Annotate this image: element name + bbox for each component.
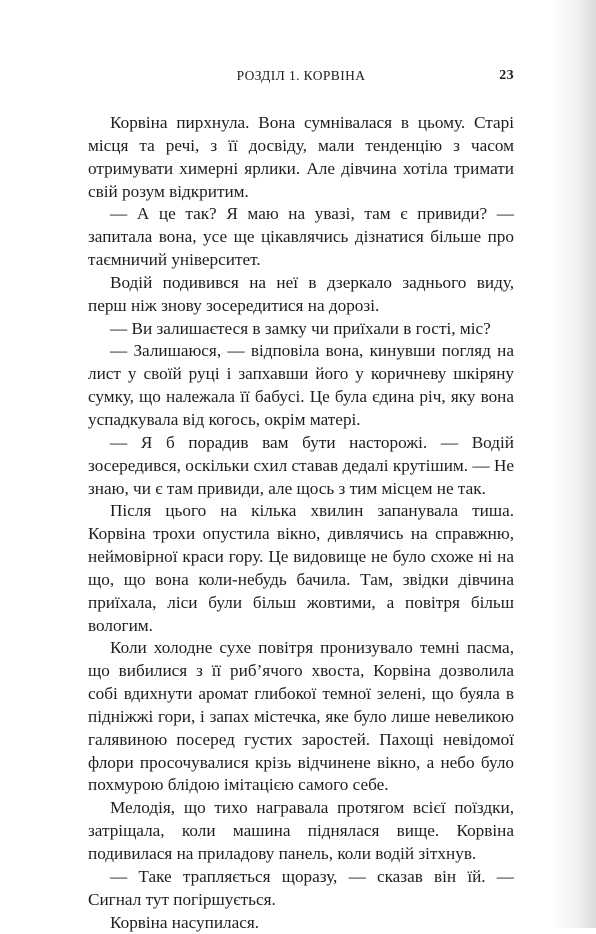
page-number: 23 bbox=[499, 68, 514, 83]
paragraph: Після цього на кілька хвилин запанувала тиша. Корвіна трохи опустила вікно, дивлячись на справжню, неймовірної краси гору. Це видовище не було схоже ні на що, що вона коли-небудь бачила. Там, звідки дівчина приїхала, ліси були більш жовтими, а повітря більш вологим. bbox=[88, 501, 514, 635]
chapter-title: РОЗДІЛ 1. КОРВІНА bbox=[236, 68, 366, 83]
paragraph: Корвіна пирхнула. Вона сумнівалася в цьому. Старі місця та речі, з її досвіду, мали тенденцію з часом отримувати химерні ярлики. Але дівчина хотіла тримати свій розум відкритим. bbox=[88, 113, 514, 201]
paragraph: — Ви залишаєтеся в замку чи приїхали в гості, міс? bbox=[110, 318, 491, 338]
paragraph: Коли холодне сухе повітря пронизувало темні пасма, що вибилися з її риб’ячого хвоста, Корвіна дозволила собі вдихнути аромат глибокої темної зелені, що буяла в підніжжі гори, і запах містечка, яке було лише невеликою галявиною посеред густих заростей. Пахощі невідомої флори просочувалися крізь відчинене вікно, а небо було похмурою блідою імітацією самого себе. bbox=[88, 638, 514, 795]
paragraph: — Я б порадив вам бути насторожі. — Водій зосередився, оскільки схил ставав дедалі крутішим. — Не знаю, чи є там привиди, але щось з тим місцем не так. bbox=[88, 432, 514, 498]
paragraph: Мелодія, що тихо награвала протягом всієї поїздки, затріщала, коли машина піднялася вище. Корвіна подивилася на приладову панель, коли водій зітхнув. bbox=[88, 798, 514, 863]
paragraph: Корвіна насупилася. bbox=[110, 912, 260, 932]
paragraph: Водій подивився на неї в дзеркало заднього виду, перш ніж знову зосередитися на дорозі. bbox=[88, 272, 514, 315]
text-body bbox=[88, 112, 514, 934]
paragraph: — Таке трапляється щоразу, — сказав він їй. — Сигнал тут погіршується. bbox=[88, 866, 514, 909]
page-edge-shadow bbox=[552, 0, 596, 928]
paragraph: — А це так? Я маю на увазі, там є привиди? — запитала вона, усе ще цікавлячись дізнатися більше про таємничий університет. bbox=[88, 204, 514, 270]
running-head bbox=[88, 68, 514, 88]
paragraph: — Залишаюся, — відповіла вона, кинувши погляд на лист у своїй руці і запхавши його у коричневу шкіряну сумку, що належала її бабусі. Це була єдина річ, яку вона успадкувала від когось, окрім матері. bbox=[88, 341, 514, 429]
